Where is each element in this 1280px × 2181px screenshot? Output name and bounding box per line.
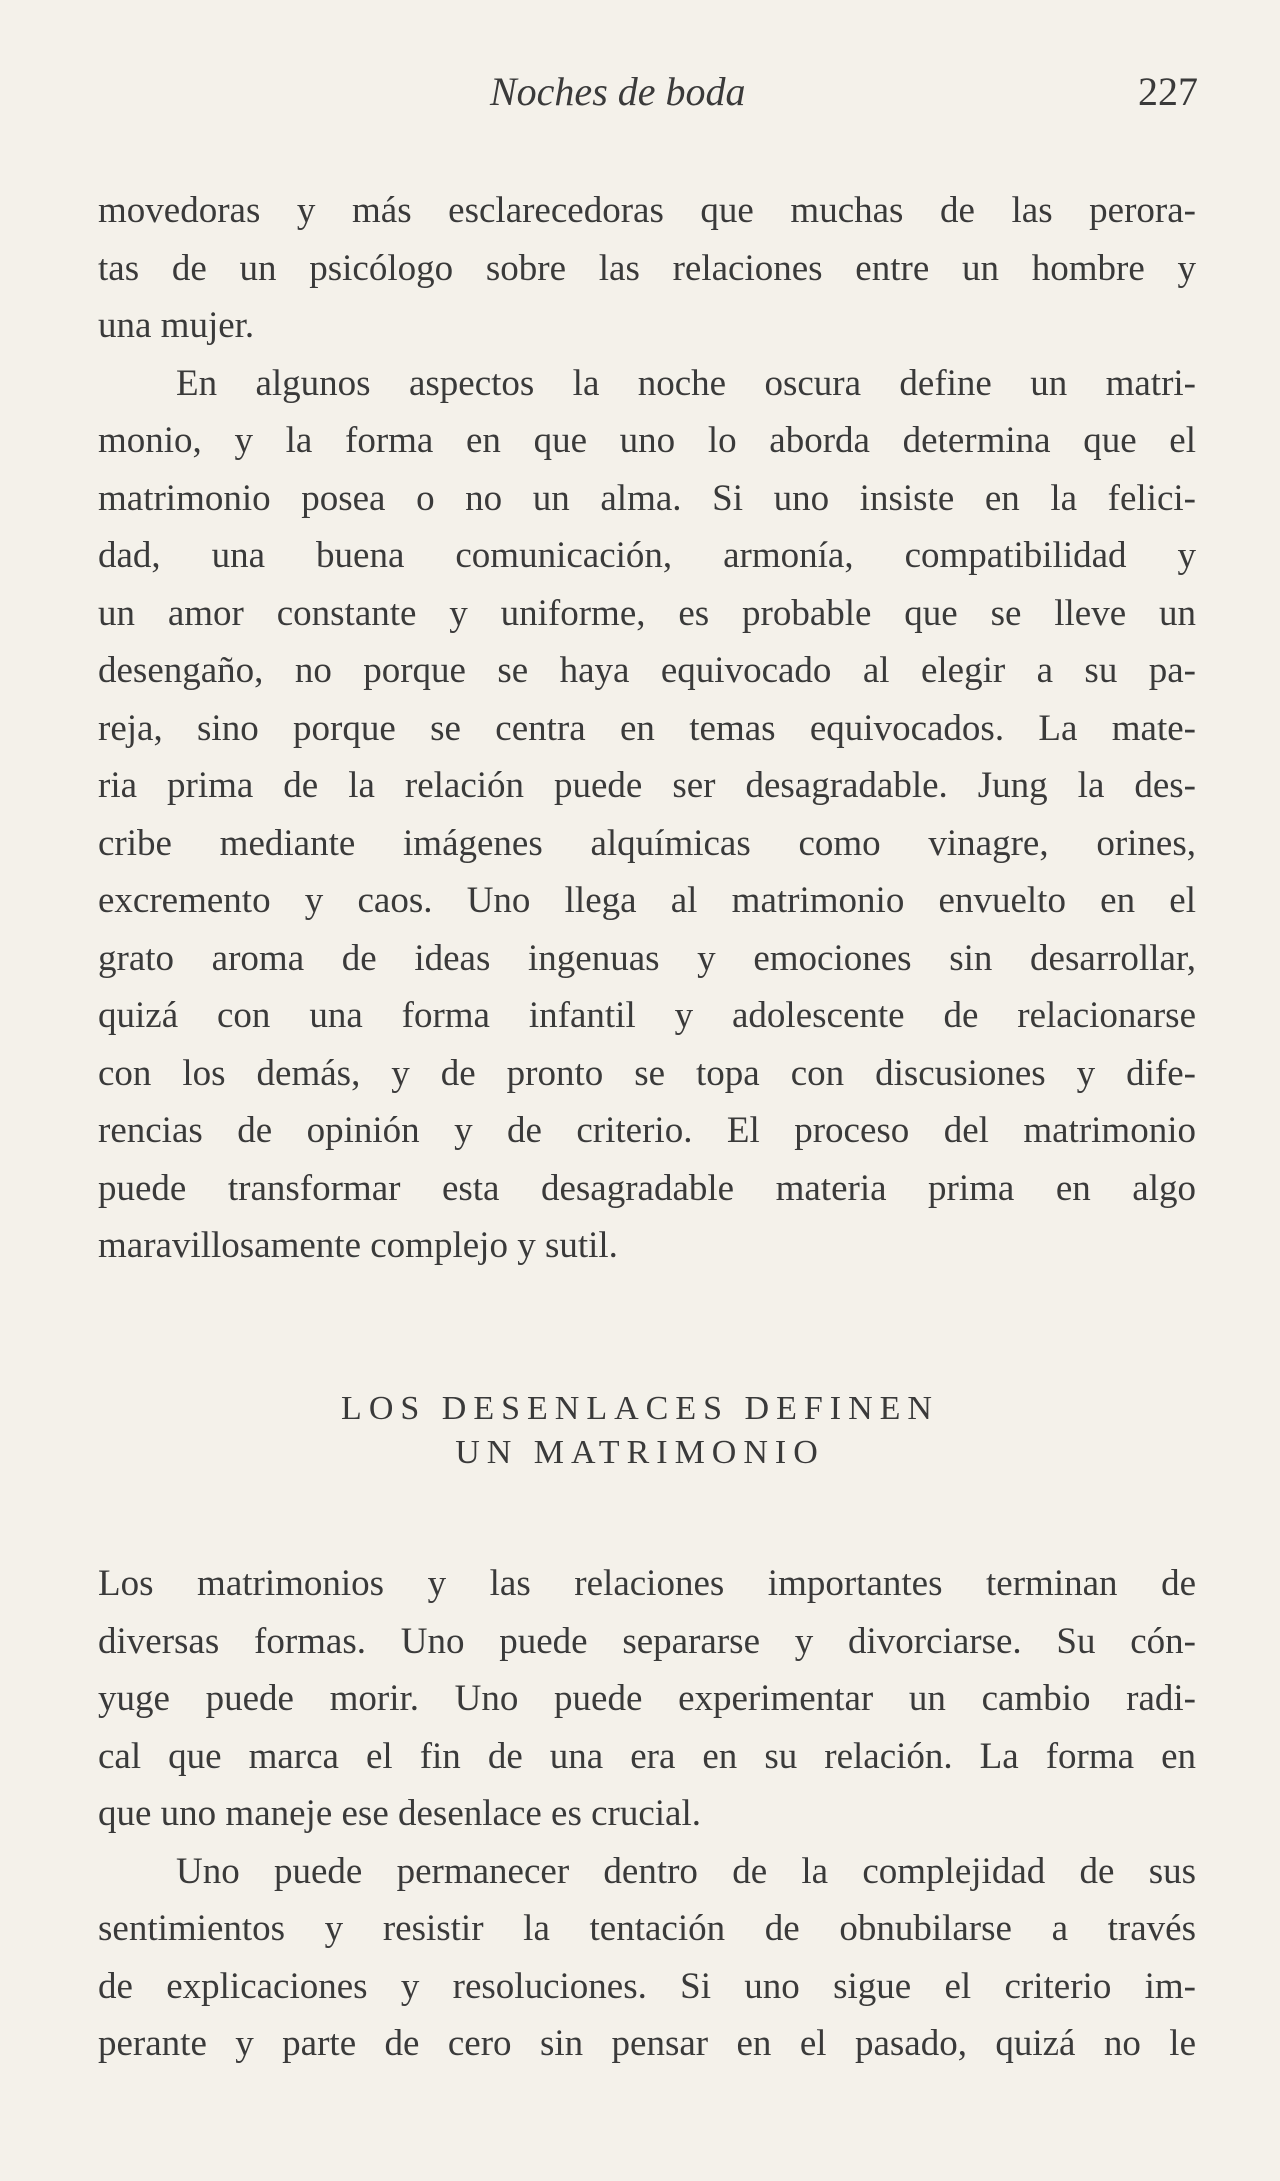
paragraph-noche-oscura bbox=[98, 355, 1196, 1275]
text-line: yuge puede morir. Uno puede experimentar un cambio radi- bbox=[98, 1678, 1196, 1719]
text-line: ria prima de la relación puede ser desagradable. Jung la des- bbox=[98, 765, 1196, 806]
text-line: cal que marca el fin de una era en su relación. La forma en bbox=[98, 1735, 1196, 1777]
text-line: dad, una buena comunicación, armonía, compatibilidad y bbox=[98, 535, 1196, 576]
paragraph-complejidad bbox=[98, 1843, 1196, 2073]
running-title: Noches de boda bbox=[490, 69, 746, 114]
text-line: tas de un psicólogo sobre las relaciones entre un hombre y bbox=[98, 247, 1196, 289]
text-line: cribe mediante imágenes alquímicas como vinagre, orines, bbox=[98, 822, 1196, 864]
paragraph-continuation bbox=[98, 182, 1196, 355]
text-line: un amor constante y uniforme, es probable que se lleve un bbox=[98, 592, 1196, 634]
text-line: maravillosamente complejo y sutil. bbox=[98, 1225, 618, 1266]
paragraph-desenlaces bbox=[98, 1555, 1196, 1843]
text-line: excremento y caos. Uno llega al matrimonio envuelto en el bbox=[98, 880, 1196, 921]
text-line: En algunos aspectos la noche oscura define un matri- bbox=[176, 362, 1196, 404]
text-line: monio, y la forma en que uno lo aborda determina que el bbox=[98, 420, 1196, 461]
text-line: de explicaciones y resoluciones. Si uno sigue el criterio im- bbox=[98, 1965, 1196, 2007]
text-line: perante y parte de cero sin pensar en el pasado, quizá no le bbox=[98, 2023, 1196, 2064]
text-line: con los demás, y de pronto se topa con discusiones y dife- bbox=[98, 1052, 1196, 1094]
section-heading bbox=[0, 1387, 1280, 1475]
page-number: 227 bbox=[1138, 69, 1198, 114]
text-line: una mujer. bbox=[98, 305, 255, 346]
text-line: grato aroma de ideas ingenuas y emociones sin desarrollar, bbox=[98, 937, 1196, 979]
text-line: que uno maneje ese desenlace es crucial. bbox=[98, 1793, 702, 1834]
text-line: desengaño, no porque se haya equivocado al elegir a su pa- bbox=[98, 650, 1196, 691]
text-line: matrimonio posea o no un alma. Si uno insiste en la felici- bbox=[98, 477, 1196, 519]
section-heading-line-1: LOS DESENLACES DEFINEN bbox=[341, 1390, 939, 1427]
text-line: Los matrimonios y las relaciones importantes terminan de bbox=[98, 1563, 1196, 1604]
body-text-bottom bbox=[98, 1555, 1196, 2073]
text-line: sentimientos y resistir la tentación de obnubilarse a través bbox=[98, 1908, 1196, 1949]
text-line: puede transformar esta desagradable materia prima en algo bbox=[98, 1167, 1196, 1209]
section-heading-line-2: UN MATRIMONIO bbox=[455, 1434, 825, 1471]
text-line: quizá con una forma infantil y adolescente de relacionarse bbox=[98, 995, 1196, 1036]
text-line: Uno puede permanecer dentro de la complejidad de sus bbox=[176, 1850, 1196, 1892]
text-line: reja, sino porque se centra en temas equivocados. La mate- bbox=[98, 707, 1196, 749]
text-line: rencias de opinión y de criterio. El proceso del matrimonio bbox=[98, 1110, 1196, 1151]
text-line: movedoras y más esclarecedoras que muchas de las perora- bbox=[98, 190, 1196, 231]
text-line: diversas formas. Uno puede separarse y divorciarse. Su cón- bbox=[98, 1620, 1196, 1662]
body-text-top bbox=[98, 182, 1196, 1275]
